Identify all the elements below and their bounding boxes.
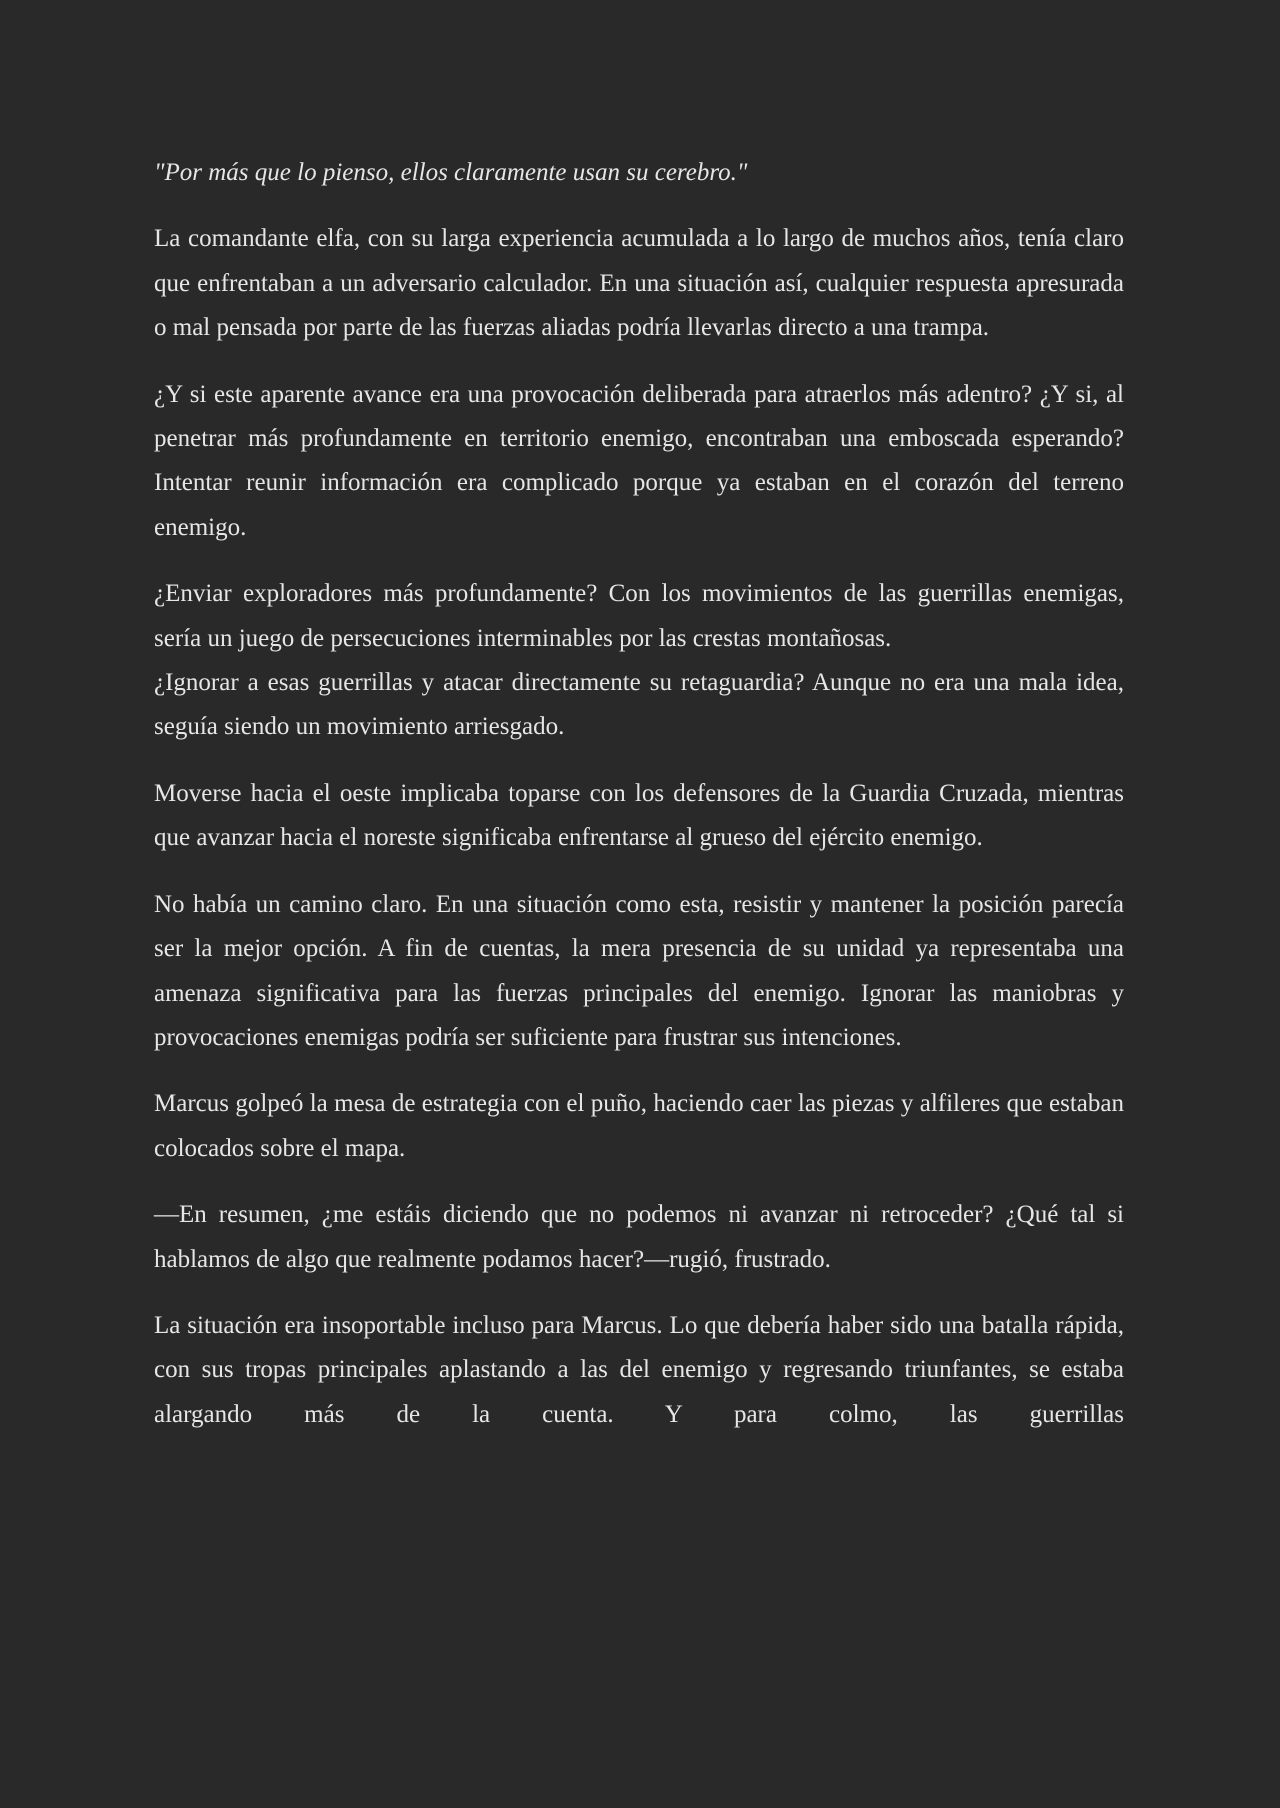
paragraph: ¿Y si este aparente avance era una provocación deliberada para atraerlos más adentro? ¿Y si, al penetrar más profundamente en territorio enemigo, encontraban una emboscada esperando? Intentar reunir información era complicado porque ya estaban en el corazón del terreno enemigo. [154, 380, 1124, 541]
paragraph: No había un camino claro. En una situación como esta, resistir y mantener la posición parecía ser la mejor opción. A fin de cuentas, la mera presencia de su unidad ya representaba una amenaza significativa para las fuerzas principales del enemigo. Ignorar las maniobras y provocaciones enemigas podría ser suficiente para frustrar sus intenciones. [154, 890, 1124, 1051]
reader-page [154, 151, 1124, 1459]
paragraph: Moverse hacia el oeste implicaba toparse con los defensores de la Guardia Cruzada, mientras que avanzar hacia el noreste significaba enfrentarse al grueso del ejército enemigo. [154, 779, 1124, 852]
paragraph: La comandante elfa, con su larga experiencia acumulada a lo largo de muchos años, tenía claro que enfrentaban a un adversario calculador. En una situación así, cualquier respuesta apresurada o mal pensada por parte de las fuerzas aliadas podría llevarlas directo a una trampa. [154, 225, 1124, 342]
paragraph: Marcus golpeó la mesa de estrategia con el puño, haciendo caer las piezas y alfileres que estaban colocados sobre el mapa. [154, 1090, 1124, 1162]
paragraph: ¿Ignorar a esas guerrillas y atacar directamente su retaguardia? Aunque no era una mala idea, seguía siendo un movimiento arriesgado. [154, 669, 1124, 741]
paragraph: ¿Enviar exploradores más profundamente? Con los movimientos de las guerrillas enemigas, sería un juego de persecuciones interminables por las crestas montañosas. [154, 580, 1124, 652]
paragraph: —En resumen, ¿me estáis diciendo que no podemos ni avanzar ni retroceder? ¿Qué tal si hablamos de algo que realmente podamos hacer?—rugió, frustrado. [154, 1201, 1124, 1273]
paragraph-quote: "Por más que lo pienso, ellos claramente usan su cerebro." [154, 159, 748, 186]
paragraph: La situación era insoportable incluso para Marcus. Lo que debería haber sido una batalla rápida, con sus tropas principales aplastando a las del enemigo y regresando triunfantes, se estaba alargando más de la cuenta. Y para colmo, las guerrillas [154, 1311, 1124, 1428]
